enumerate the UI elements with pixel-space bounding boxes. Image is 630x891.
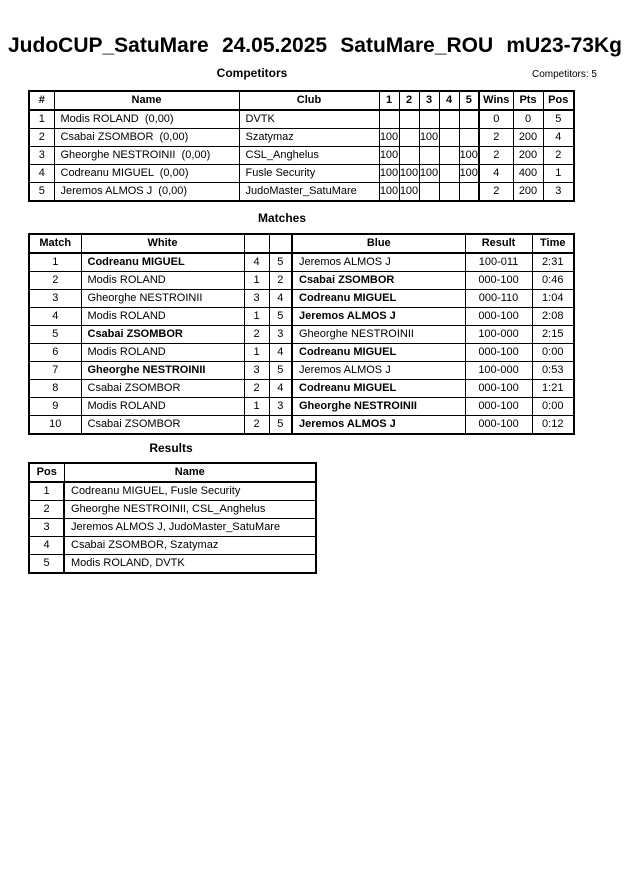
result-name: Modis ROLAND, DVTK (64, 555, 316, 574)
result-pos: 1 (29, 482, 64, 501)
col-header-result: Result (465, 234, 532, 253)
competitors-table (28, 90, 575, 202)
round-score: 100 (419, 165, 439, 183)
competitor-pts: 200 (513, 147, 543, 165)
round-score: 100 (459, 165, 479, 183)
competitor-name: Codreanu MIGUEL (0,00) (54, 165, 239, 183)
white-competitor-number: 2 (244, 380, 269, 398)
competitor-row (29, 165, 574, 183)
result-row (29, 482, 316, 501)
result-name: Jeremos ALMOS J, JudoMaster_SatuMare (64, 519, 316, 537)
results-section-title: Results (149, 441, 193, 455)
match-number: 3 (29, 290, 81, 308)
competitor-wins: 4 (479, 165, 513, 183)
result-name: Csabai ZSOMBOR, Szatymaz (64, 537, 316, 555)
white-competitor: Modis ROLAND (81, 344, 244, 362)
white-competitor-number: 1 (244, 272, 269, 290)
col-header-round-4: 4 (439, 91, 459, 110)
white-competitor-number: 1 (244, 398, 269, 416)
round-score (379, 110, 399, 129)
result-pos: 5 (29, 555, 64, 574)
match-result: 000-100 (465, 380, 532, 398)
competitor-number: 1 (29, 110, 54, 129)
matches-section-title: Matches (257, 211, 307, 225)
white-competitor-number: 3 (244, 290, 269, 308)
result-row (29, 555, 316, 574)
col-header-blue: Blue (292, 234, 465, 253)
match-result: 000-100 (465, 308, 532, 326)
competitor-club: DVTK (239, 110, 379, 129)
tournament-date: 24.05.2025 (221, 34, 328, 57)
white-competitor: Gheorghe NESTROINII (81, 290, 244, 308)
round-score (419, 147, 439, 165)
round-score (459, 183, 479, 202)
round-score: 100 (379, 183, 399, 202)
competitor-row (29, 110, 574, 129)
competitor-club: CSL_Anghelus (239, 147, 379, 165)
match-result: 000-100 (465, 272, 532, 290)
results-table (28, 462, 317, 574)
tournament-location: SatuMare_ROU (340, 34, 494, 57)
round-score (439, 147, 459, 165)
competitor-pos: 5 (543, 110, 574, 129)
matches-header-row (29, 234, 574, 253)
matches-table (28, 233, 575, 435)
blue-competitor: Jeremos ALMOS J (292, 308, 465, 326)
col-header-number: # (29, 91, 54, 110)
competitor-name: Jeremos ALMOS J (0,00) (54, 183, 239, 202)
match-result: 100-000 (465, 326, 532, 344)
round-score: 100 (459, 147, 479, 165)
match-row (29, 253, 574, 272)
weight-category: mU23-73Kg (506, 34, 622, 57)
blue-competitor-number: 5 (269, 253, 292, 272)
round-score (459, 129, 479, 147)
white-competitor: Modis ROLAND (81, 308, 244, 326)
blue-competitor: Jeremos ALMOS J (292, 416, 465, 435)
competitor-wins: 0 (479, 110, 513, 129)
round-score: 100 (379, 147, 399, 165)
col-header-name: Name (64, 463, 316, 482)
competitor-club: Fusle Security (239, 165, 379, 183)
competitors-header-row (29, 91, 574, 110)
competitor-number: 5 (29, 183, 54, 202)
white-competitor-number: 2 (244, 416, 269, 435)
round-score: 100 (379, 165, 399, 183)
result-name: Codreanu MIGUEL, Fusle Security (64, 482, 316, 501)
match-row (29, 362, 574, 380)
round-score: 100 (399, 183, 419, 202)
blue-competitor: Codreanu MIGUEL (292, 344, 465, 362)
page-title (8, 34, 622, 58)
white-competitor-number: 4 (244, 253, 269, 272)
competitor-pos: 2 (543, 147, 574, 165)
col-header-white: White (81, 234, 244, 253)
match-time: 1:04 (532, 290, 574, 308)
competitor-club: JudoMaster_SatuMare (239, 183, 379, 202)
white-competitor-number: 1 (244, 344, 269, 362)
match-number: 1 (29, 253, 81, 272)
match-result: 000-100 (465, 344, 532, 362)
match-time: 1:21 (532, 380, 574, 398)
match-time: 0:53 (532, 362, 574, 380)
col-header-pos: Pos (29, 463, 64, 482)
col-header-white-num (244, 234, 269, 253)
competitor-row (29, 147, 574, 165)
competitor-name: Modis ROLAND (0,00) (54, 110, 239, 129)
match-number: 4 (29, 308, 81, 326)
blue-competitor: Gheorghe NESTROINII (292, 398, 465, 416)
match-number: 7 (29, 362, 81, 380)
competitor-pos: 1 (543, 165, 574, 183)
tournament-name: JudoCUP_SatuMare (8, 34, 209, 57)
col-header-round-2: 2 (399, 91, 419, 110)
blue-competitor: Codreanu MIGUEL (292, 290, 465, 308)
competitor-club: Szatymaz (239, 129, 379, 147)
blue-competitor: Codreanu MIGUEL (292, 380, 465, 398)
blue-competitor-number: 4 (269, 290, 292, 308)
match-result: 000-110 (465, 290, 532, 308)
result-pos: 4 (29, 537, 64, 555)
match-time: 2:15 (532, 326, 574, 344)
competitor-wins: 2 (479, 129, 513, 147)
match-result: 100-011 (465, 253, 532, 272)
col-header-pos: Pos (543, 91, 574, 110)
round-score: 100 (419, 129, 439, 147)
match-number: 9 (29, 398, 81, 416)
white-competitor-number: 3 (244, 362, 269, 380)
match-row (29, 344, 574, 362)
competitor-number: 2 (29, 129, 54, 147)
competitor-number: 3 (29, 147, 54, 165)
blue-competitor-number: 5 (269, 362, 292, 380)
match-number: 8 (29, 380, 81, 398)
match-row (29, 326, 574, 344)
competitor-pts: 400 (513, 165, 543, 183)
round-score (439, 183, 459, 202)
round-score: 100 (379, 129, 399, 147)
competitor-pts: 200 (513, 183, 543, 202)
col-header-round-1: 1 (379, 91, 399, 110)
blue-competitor-number: 4 (269, 380, 292, 398)
competitor-wins: 2 (479, 147, 513, 165)
blue-competitor: Jeremos ALMOS J (292, 253, 465, 272)
competitor-pos: 3 (543, 183, 574, 202)
match-time: 2:08 (532, 308, 574, 326)
match-time: 0:12 (532, 416, 574, 435)
match-row (29, 290, 574, 308)
blue-competitor: Csabai ZSOMBOR (292, 272, 465, 290)
round-score (419, 110, 439, 129)
col-header-blue-num (269, 234, 292, 253)
competitor-name: Csabai ZSOMBOR (0,00) (54, 129, 239, 147)
col-header-pts: Pts (513, 91, 543, 110)
white-competitor: Codreanu MIGUEL (81, 253, 244, 272)
round-score (459, 110, 479, 129)
white-competitor: Gheorghe NESTROINII (81, 362, 244, 380)
match-number: 2 (29, 272, 81, 290)
competitor-pts: 200 (513, 129, 543, 147)
result-pos: 2 (29, 501, 64, 519)
white-competitor: Modis ROLAND (81, 272, 244, 290)
competitor-row (29, 129, 574, 147)
match-row (29, 308, 574, 326)
white-competitor: Csabai ZSOMBOR (81, 416, 244, 435)
match-row (29, 416, 574, 435)
white-competitor-number: 2 (244, 326, 269, 344)
result-row (29, 537, 316, 555)
round-score (399, 110, 419, 129)
white-competitor: Csabai ZSOMBOR (81, 380, 244, 398)
match-number: 10 (29, 416, 81, 435)
competitors-section-title: Competitors (216, 66, 288, 80)
match-result: 000-100 (465, 398, 532, 416)
blue-competitor-number: 2 (269, 272, 292, 290)
col-header-time: Time (532, 234, 574, 253)
blue-competitor-number: 5 (269, 308, 292, 326)
round-score (439, 129, 459, 147)
col-header-club: Club (239, 91, 379, 110)
white-competitor: Csabai ZSOMBOR (81, 326, 244, 344)
col-header-round-5: 5 (459, 91, 479, 110)
competitor-pts: 0 (513, 110, 543, 129)
result-row (29, 501, 316, 519)
round-score: 100 (399, 165, 419, 183)
col-header-name: Name (54, 91, 239, 110)
blue-competitor-number: 3 (269, 326, 292, 344)
blue-competitor: Gheorghe NESTROINII (292, 326, 465, 344)
match-number: 6 (29, 344, 81, 362)
match-row (29, 398, 574, 416)
competitor-wins: 2 (479, 183, 513, 202)
result-name: Gheorghe NESTROINII, CSL_Anghelus (64, 501, 316, 519)
blue-competitor-number: 5 (269, 416, 292, 435)
blue-competitor: Jeremos ALMOS J (292, 362, 465, 380)
round-score (399, 129, 419, 147)
round-score (439, 110, 459, 129)
competitor-row (29, 183, 574, 202)
col-header-match: Match (29, 234, 81, 253)
competitor-name: Gheorghe NESTROINII (0,00) (54, 147, 239, 165)
match-number: 5 (29, 326, 81, 344)
col-header-round-3: 3 (419, 91, 439, 110)
competitor-number: 4 (29, 165, 54, 183)
match-time: 0:00 (532, 344, 574, 362)
match-time: 2:31 (532, 253, 574, 272)
match-time: 0:46 (532, 272, 574, 290)
col-header-wins: Wins (479, 91, 513, 110)
match-result: 100-000 (465, 362, 532, 380)
round-score (439, 165, 459, 183)
result-row (29, 519, 316, 537)
blue-competitor-number: 3 (269, 398, 292, 416)
match-time: 0:00 (532, 398, 574, 416)
round-score (399, 147, 419, 165)
match-row (29, 380, 574, 398)
competitor-pos: 4 (543, 129, 574, 147)
match-result: 000-100 (465, 416, 532, 435)
round-score (419, 183, 439, 202)
match-row (29, 272, 574, 290)
results-header-row (29, 463, 316, 482)
white-competitor-number: 1 (244, 308, 269, 326)
result-pos: 3 (29, 519, 64, 537)
white-competitor: Modis ROLAND (81, 398, 244, 416)
blue-competitor-number: 4 (269, 344, 292, 362)
competitors-count-label: Competitors: 5 (531, 69, 597, 80)
